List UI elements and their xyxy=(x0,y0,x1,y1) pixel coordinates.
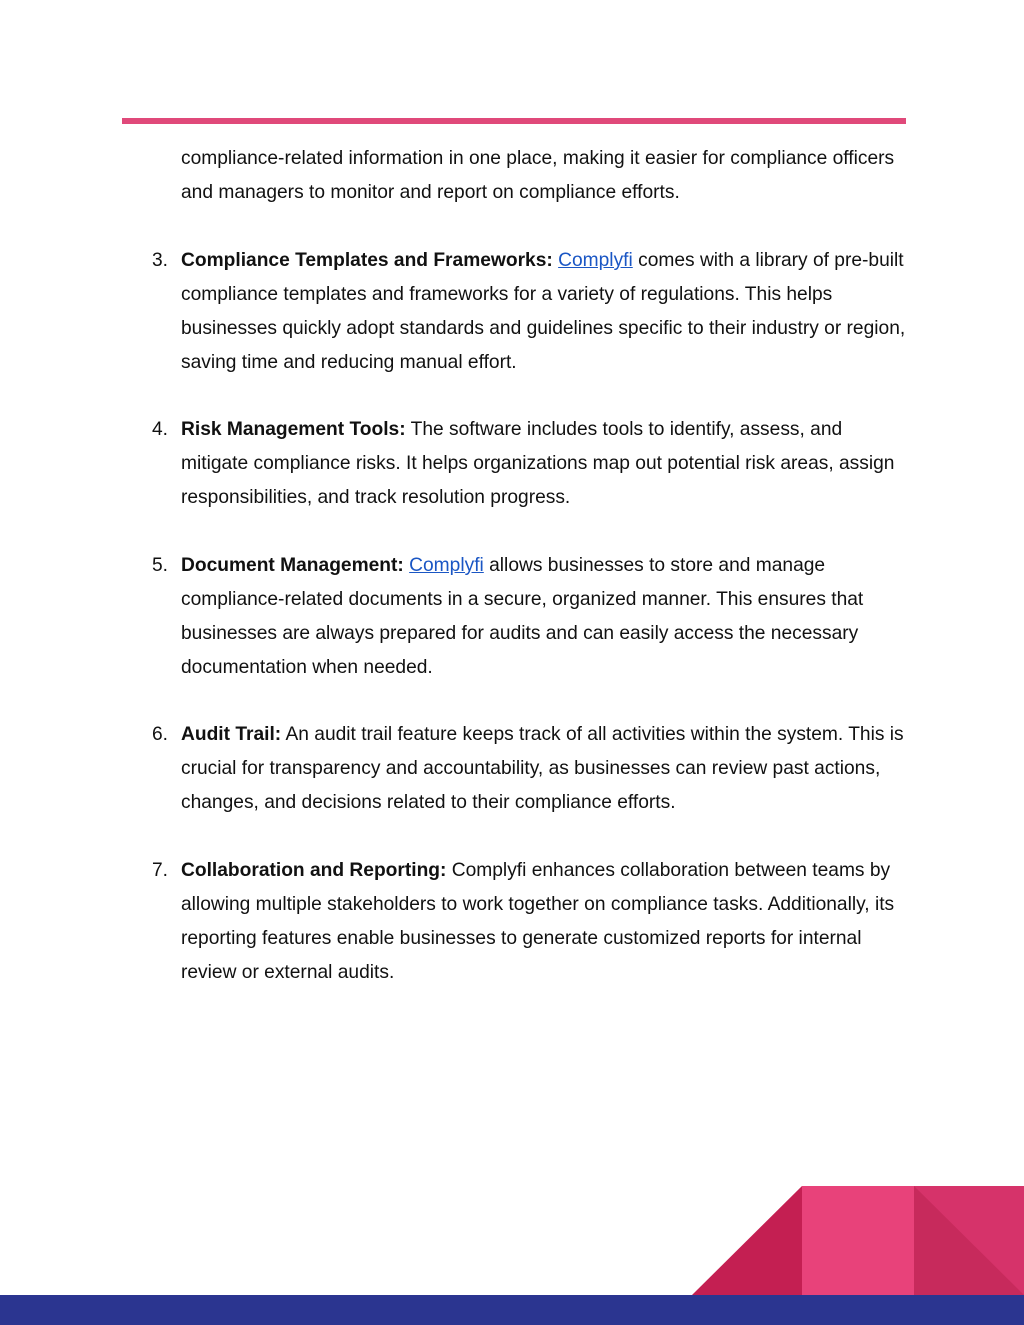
complyfi-link[interactable]: Complyfi xyxy=(558,250,633,271)
item-description: allows businesses to store and manage compliance-related documents in a secure, organized manner. This ensures that businesses are always prepared for audits and can easily access the necessary documentation when needed. xyxy=(181,555,864,678)
list-number: 3. xyxy=(151,250,168,271)
list-number: 6. xyxy=(151,724,168,745)
complyfi-link[interactable]: Complyfi xyxy=(409,555,484,576)
item-heading: Document Management: xyxy=(181,555,404,576)
footer-bar xyxy=(0,1295,1024,1325)
corner-triangle xyxy=(692,1186,802,1295)
list-number: 4. xyxy=(151,419,168,440)
list-number: 5. xyxy=(151,555,168,576)
item-heading: Audit Trail: xyxy=(181,724,282,745)
item-heading: Risk Management Tools: xyxy=(181,419,406,440)
item-description: An audit trail feature keeps track of all activities within the system. This is crucial for transparency and accountability, as businesses can review past actions, changes, and decisions related to their compliance efforts. xyxy=(181,724,904,813)
list-number: 7. xyxy=(151,860,168,881)
item-description: comes with a library of pre-built compliance templates and frameworks for a variety of regulations. This helps businesses quickly adopt standards and guidelines specific to their industry or region, saving time and reducing manual effort. xyxy=(181,250,906,373)
item-description: The software includes tools to identify, assess, and mitigate compliance risks. It helps organizations map out potential risk areas, assign responsibilities, and track resolution progress. xyxy=(181,419,895,508)
corner-block xyxy=(802,1186,915,1295)
intro-paragraph: compliance-related information in one place, making it easier for compliance officers and managers to monitor and report on compliance efforts. xyxy=(181,148,895,203)
item-description: Complyfi enhances collaboration between teams by allowing multiple stakeholders to work together on compliance tasks. Additionally, its reporting features enable businesses to generate customized reports for internal review or external audits. xyxy=(181,860,895,983)
item-heading: Compliance Templates and Frameworks: xyxy=(181,250,553,271)
item-heading: Collaboration and Reporting: xyxy=(181,860,447,881)
